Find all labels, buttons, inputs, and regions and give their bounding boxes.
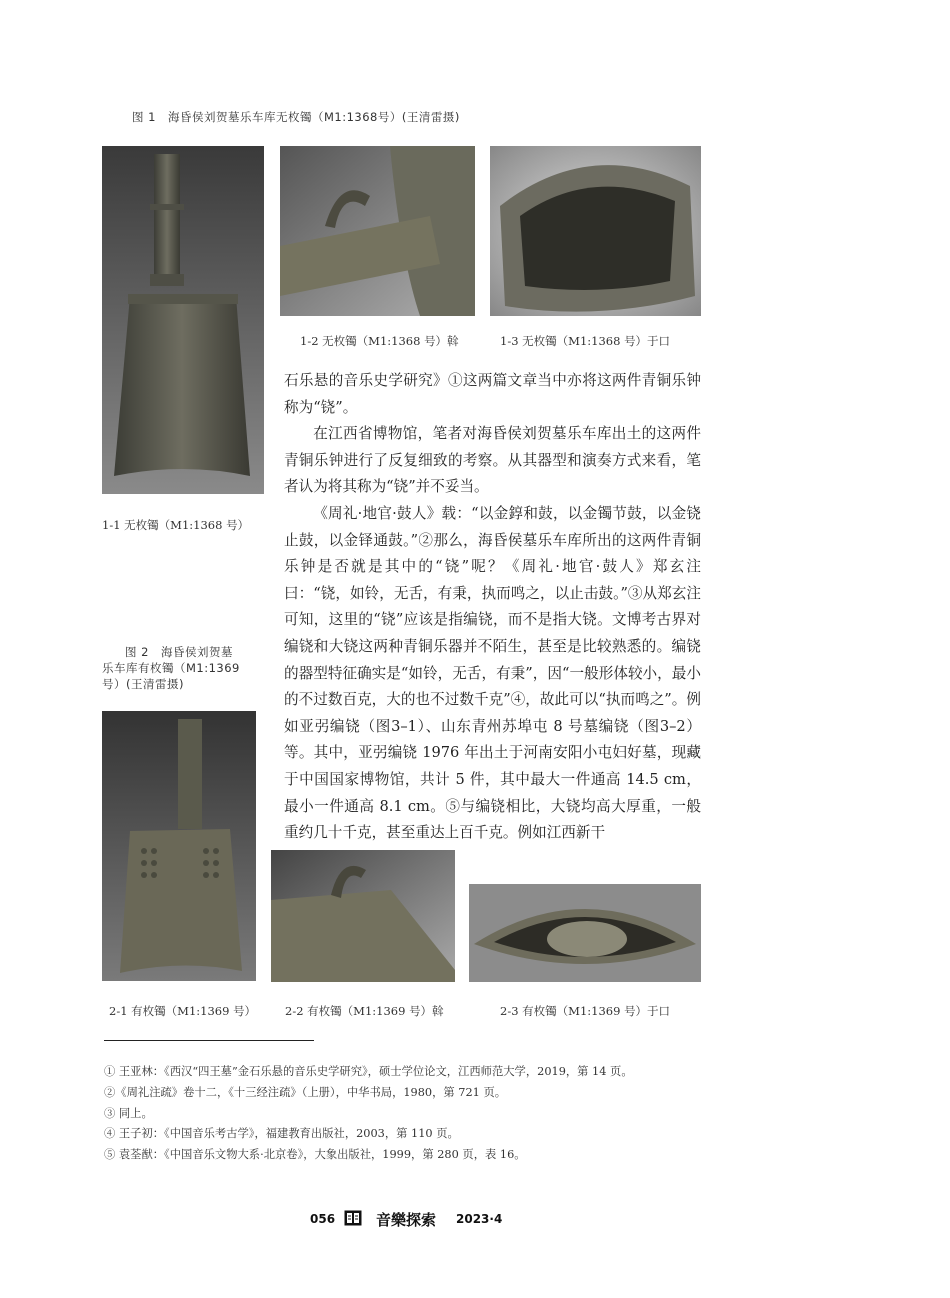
- caption-1-1: 1-1 无枚镯（M1:1368 号）: [102, 518, 250, 532]
- issue-number: 2023·4: [456, 1212, 503, 1226]
- photo-2-3-mouth: [469, 884, 701, 982]
- caption-2-1: 2-1 有枚镯（M1:1369 号）: [109, 1004, 257, 1018]
- footnote-4: ④ 王子初：《中国音乐考古学》，福建教育出版社，2003，第 110 页。: [104, 1127, 459, 1141]
- footnote-divider: [104, 1040, 314, 1041]
- figure1-title: 图 1 海昏侯刘贺墓乐车库无枚镯（M1:1368号）(王清雷摄): [132, 110, 460, 124]
- footnote-2: ②《周礼注疏》卷十二，《十三经注疏》（上册），中华书局，1980，第 721 页。: [104, 1085, 507, 1099]
- photo-1-3-mouth: [490, 146, 701, 316]
- figure2-title-line-3: 号）(王清雷摄): [102, 677, 184, 691]
- caption-1-2: 1-2 无枚镯（M1:1368 号）斡: [300, 334, 459, 348]
- caption-2-2: 2-2 有枚镯（M1:1369 号）斡: [285, 1004, 444, 1018]
- footnote-3: ③ 同上。: [104, 1106, 153, 1120]
- caption-2-3: 2-3 有枚镯（M1:1369 号）于口: [500, 1004, 671, 1018]
- journal-name: 音樂探索: [376, 1211, 437, 1229]
- figure2-title-line-1: 图 2 海昏侯刘贺墓: [125, 645, 233, 659]
- article-body: [284, 368, 701, 847]
- photo-1-1-bell: [102, 146, 264, 494]
- figure2-title: [102, 644, 262, 692]
- caption-1-3: 1-3 无枚镯（M1:1368 号）于口: [500, 334, 671, 348]
- photo-2-2-handle: [271, 850, 455, 982]
- footnote-1: ① 王亚林：《西汉“四王墓”金石乐悬的音乐史学研究》，硕士学位论文，江西师范大学，2019，第 14 页。: [104, 1065, 633, 1078]
- paragraph-2: 在江西省博物馆，笔者对海昏侯刘贺墓乐车库出土的这两件青铜乐钟进行了反复细致的考察。从其器型和演奏方式来看，笔者认为将其称为“铙”并不妥当。: [284, 425, 701, 496]
- figure2-title-line-2: 乐车库有枚镯（M1:1369: [102, 661, 240, 675]
- footnote-5: ⑤ 袁荃猷：《中国音乐文物大系·北京卷》，大象出版社，1999，第 280 页，表 16。: [104, 1148, 526, 1162]
- photo-2-1-bell: [102, 711, 256, 981]
- book-icon: [344, 1210, 362, 1226]
- paragraph-3: 《周礼·地官·鼓人》载：“以金錞和鼓，以金镯节鼓，以金铙止鼓，以金铎通鼓。”②那么，海昏侯墓乐车库所出的这两件青铜乐钟是否就是其中的“铙”呢？《周礼·地官·鼓人》郑玄注曰：“铙，如铃，无舌，有秉，执而鸣之，以止击鼓。”③从郑玄注可知，这里的“铙”应该是指编铙，而不是指大铙。文博考古界对编铙和大铙这两种青铜乐器并不陌生，甚至是比较熟悉的。编铙的器型特征确实是“如铃，无舌，有秉”，因“一般形体较小，最小的不过数百克，大的也不过数千克”④，故此可以“执而鸣之”。例如亚弜编铙（图3–1）、山东青州苏埠屯 8 号墓编铙（图3–2）等。其中，亚弜编铙 1976 年出土于河南安阳小屯妇好墓，现藏于中国国家博物馆，共计 5 件，其中最大一件通高 14.5 cm，最小一件通高 8.1 cm。⑤与编铙相比，大铙均高大厚重，一般重约几十千克，甚至重达上百千克。例如江西新干: [284, 504, 701, 842]
- footnotes: [104, 1062, 704, 1166]
- photo-1-2-handle: [280, 146, 475, 316]
- paragraph-1: 石乐悬的音乐史学研究》①这两篇文章当中亦将这两件青铜乐钟称为“铙”。: [284, 372, 701, 416]
- page-number: 056: [310, 1212, 336, 1226]
